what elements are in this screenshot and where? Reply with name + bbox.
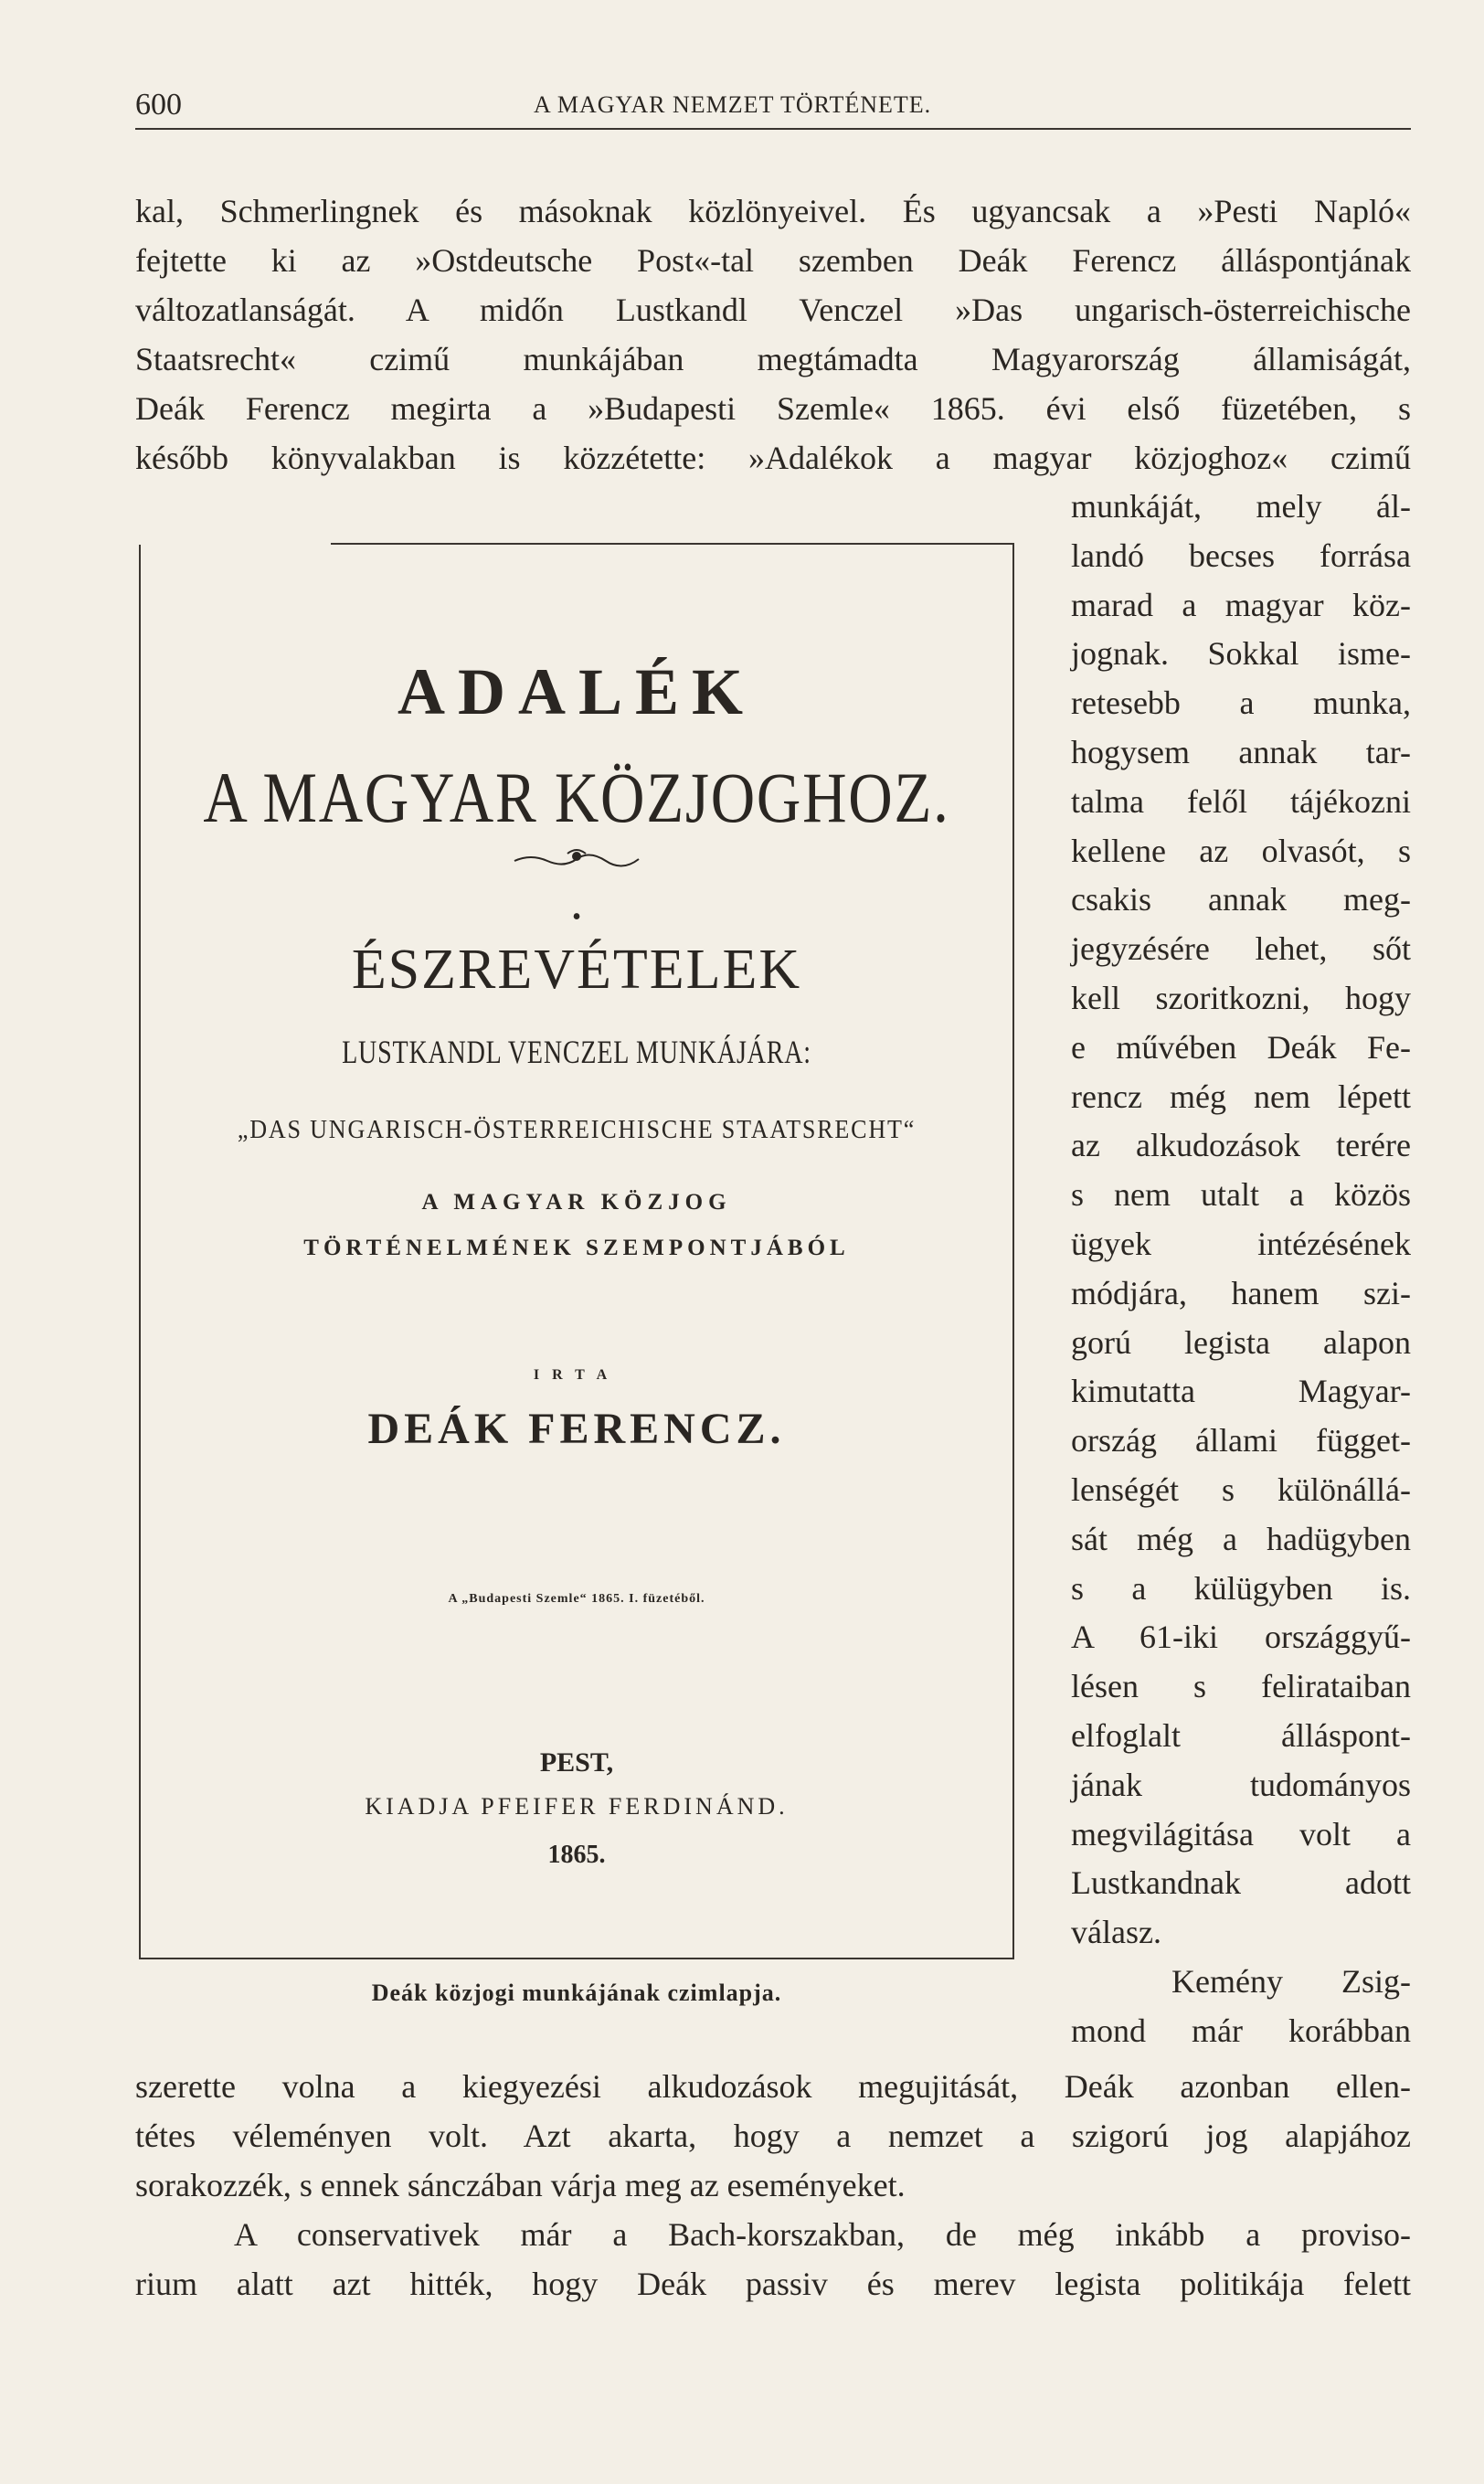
text-line: jának tudományos: [1071, 1766, 1411, 1803]
text-line: marad a magyar köz-: [1071, 586, 1411, 623]
text-line: A conservativek már a Bach-korszakban, de még inkább a proviso-: [234, 2216, 1411, 2253]
title-line-3: ÉSZREVÉTELEK: [351, 939, 802, 1001]
title-page-figure: [139, 543, 1014, 1959]
side-column-text: [1071, 483, 1411, 2056]
text-line: e művében Deák Fe-: [1071, 1028, 1411, 1066]
subtitle-3: A MAGYAR KÖZJOG: [421, 1190, 732, 1215]
text-line: sát még a hadügyben: [1071, 1520, 1411, 1557]
text-line: s nem utalt a közös: [1071, 1176, 1411, 1214]
author-name: DEÁK FERENCZ.: [367, 1405, 786, 1453]
text-line: Kemény Zsig-: [1171, 1962, 1411, 2000]
imprint-place: PEST,: [539, 1747, 614, 1778]
text-line: hogysem annak tar-: [1071, 733, 1411, 770]
text-line: később könyvalakban is közzétette: »Adalékok a magyar közjoghoz« czimű: [135, 440, 1411, 476]
text-line: ország állami függet-: [1071, 1422, 1411, 1460]
text-line: lenségét s különállá-: [1071, 1470, 1411, 1508]
text-line: gorú legista alapon: [1071, 1323, 1411, 1361]
text-line: A 61-iki országgyű-: [1071, 1619, 1411, 1656]
figure-caption: Deák közjogi munkájának czimlapja.: [371, 1980, 782, 2006]
text-line: az alkudozások terére: [1071, 1127, 1411, 1164]
text-line: rencz még nem lépett: [1071, 1077, 1411, 1115]
text-line: rium alatt azt hitték, hogy Deák passiv és merev legista politikája felett: [135, 2266, 1411, 2302]
text-line: kal, Schmerlingnek és másoknak közlönyeivel. És ugyancsak a »Pesti Napló«: [135, 193, 1411, 229]
text-line: módjára, hanem szi-: [1071, 1274, 1411, 1311]
text-line: elfoglalt álláspont-: [1071, 1716, 1411, 1754]
subtitle-1: LUSTKANDL VENCZEL MUNKÁJÁRA:: [342, 1034, 811, 1070]
text-line: talma felől tájékozni: [1071, 782, 1411, 820]
text-line: kell szoritkozni, hogy: [1071, 979, 1411, 1016]
irta-label: IRTA: [533, 1367, 620, 1383]
text-line: szerette volna a kiegyezési alkudozások megujitását, Deák azonban ellen-: [135, 2068, 1411, 2105]
text-line: ügyek intézésének: [1071, 1225, 1411, 1262]
text-line: jegyzésére lehet, sőt: [1071, 930, 1411, 968]
text-line: kimutatta Magyar-: [1071, 1373, 1411, 1410]
text-line: retesebb a munka,: [1071, 685, 1411, 722]
subtitle-2: „DAS UNGARISCH-ÖSTERREICHISCHE STAATSRECHT“: [237, 1115, 917, 1144]
text-line: lésen s felirataiban: [1071, 1668, 1411, 1705]
ornament-icon: [141, 848, 1012, 873]
title-line-1: ADALÉK: [397, 655, 757, 728]
running-title: A MAGYAR NEMZET TÖRTÉNETE.: [534, 91, 932, 118]
text-line: munkáját, mely ál-: [1071, 488, 1411, 525]
text-line: sorakozzék, s ennek sánczában várja meg az eseményeket.: [135, 2167, 906, 2203]
text-line: kellene az olvasót, s: [1071, 832, 1411, 869]
text-line: megvilágitása volt a: [1071, 1815, 1411, 1852]
text-line: tétes véleményen volt. Azt akarta, hogy a nemzet a szigorú jog alapjához: [135, 2118, 1411, 2154]
text-line: változatlanságát. A midőn Lustkandl Venczel »Das ungarisch-österreichische: [135, 292, 1411, 328]
imprint-publisher: KIADJA PFEIFER FERDINÁND.: [365, 1793, 789, 1820]
top-paragraph: [135, 186, 1411, 483]
header-rule: [135, 128, 1411, 130]
text-line: mond már korábban: [1071, 2012, 1411, 2049]
subtitle-4: TÖRTÉNELMÉNEK SZEMPONTJÁBÓL: [303, 1236, 850, 1260]
dot-mark: •: [572, 903, 581, 931]
text-line: válasz.: [1071, 1914, 1161, 1951]
text-line: Staatsrecht« czimű munkájában megtámadta Magyarország államiságát,: [135, 341, 1411, 377]
title-line-2: A MAGYAR KÖZJOGHOZ.: [203, 758, 950, 837]
text-line: s a külügyben is.: [1071, 1569, 1411, 1607]
text-line: landó becses forrása: [1071, 536, 1411, 574]
source-note: A „Budapesti Szemle“ 1865. I. füzetéből.: [448, 1592, 705, 1606]
page-header: [135, 88, 1411, 128]
frame-gap: [139, 543, 331, 545]
text-line: Deák Ferencz megirta a »Budapesti Szemle« 1865. évi első füzetében, s: [135, 390, 1411, 427]
bottom-paragraphs: [135, 2062, 1411, 2309]
imprint-year: 1865.: [547, 1841, 606, 1869]
text-line: Lustkandnak adott: [1071, 1864, 1411, 1902]
text-line: jognak. Sokkal isme-: [1071, 635, 1411, 673]
page-number: 600: [135, 88, 182, 122]
text-line: csakis annak meg-: [1071, 881, 1411, 918]
text-line: fejtette ki az »Ostdeutsche Post«-tal szemben Deák Ferencz álláspontjának: [135, 242, 1411, 279]
